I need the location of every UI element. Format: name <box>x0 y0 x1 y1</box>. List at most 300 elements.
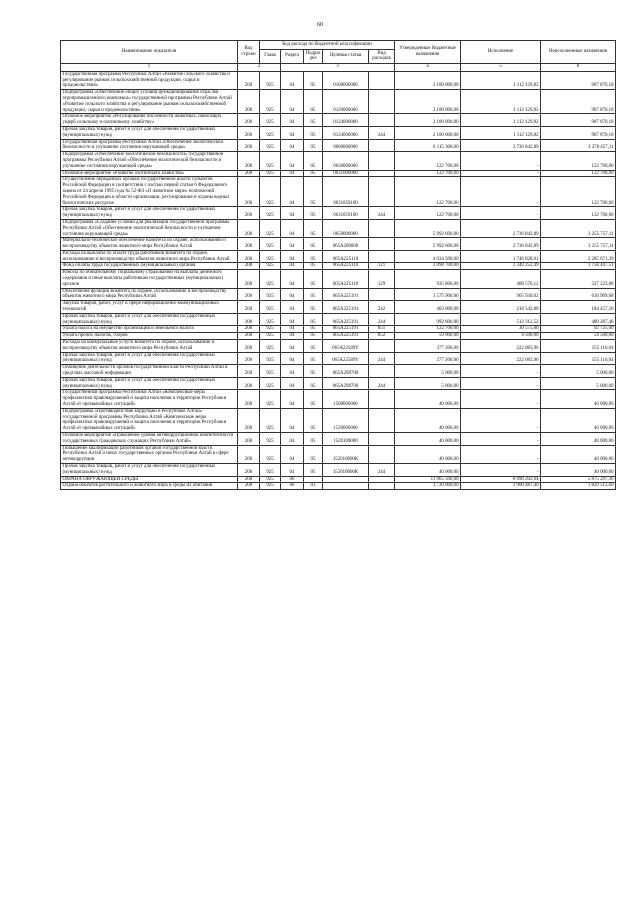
row-podrazdel: 05 <box>304 433 323 446</box>
row-code: 200 <box>238 270 260 288</box>
row-razdel: 04 <box>281 445 304 463</box>
row-vid <box>369 219 395 237</box>
row-glava: 925 <box>260 71 281 89</box>
row-razdel: 04 <box>281 170 304 177</box>
row-approved: 992 600,00 <box>395 313 461 326</box>
row-vid: 129 <box>369 270 395 288</box>
row-podrazdel: 05 <box>304 170 323 177</box>
row-executed: - <box>461 463 541 476</box>
row-vid: 851 <box>369 326 395 333</box>
row-unexecuted: 40 000,00 <box>541 445 616 463</box>
row-vid: 121 <box>369 263 395 270</box>
header-name: Наименование показателя <box>61 41 238 64</box>
row-executed: 965 930,02 <box>461 288 541 301</box>
row-code: 200 <box>238 114 260 127</box>
row-unexecuted: 987 870,18 <box>541 71 616 89</box>
row-razdel: 04 <box>281 433 304 446</box>
row-executed: 1 112 129,82 <box>461 114 541 127</box>
header-razdel: Раздел <box>281 49 304 63</box>
page-number: 60 <box>317 22 323 28</box>
row-name: Расходы на коммунальные услуги Комитета по охране, использованию и воспроизводству объектов животного мира Республики Алтай <box>61 340 238 353</box>
row-vid: 242 <box>369 301 395 314</box>
row-target: 152010000К <box>323 463 369 476</box>
row-name: Государственная программа Республики Алтай «Обеспечение экологической безопасности и улучшение состояния окружающей среды» <box>61 139 238 152</box>
table-row <box>61 263 616 270</box>
table-row <box>61 71 616 89</box>
row-razdel: 04 <box>281 463 304 476</box>
column-number-row <box>61 63 616 71</box>
col-number: 1 <box>61 63 238 71</box>
row-target: 1500000000 <box>323 390 369 408</box>
row-glava: 925 <box>260 445 281 463</box>
row-approved: 122 700,00 <box>395 170 461 177</box>
row-name: Подпрограмма «Обеспечение экологической безопасности» государственной программы Республики Алтай «Обеспечение экологической безопасности и улучшение состояния окружающей среды» <box>61 152 238 170</box>
row-executed: 2 736 842,89 <box>461 139 541 152</box>
row-target: 0124000000 <box>323 114 369 127</box>
row-approved: 11 965 500,00 <box>395 476 461 483</box>
row-code: 200 <box>238 301 260 314</box>
row-name: Освещение деятельности органов государственной власти Республики Алтай в средствах массовой информации <box>61 365 238 378</box>
row-executed: 512 312,52 <box>461 313 541 326</box>
row-vid <box>369 177 395 207</box>
row-name: Осуществление переданных органам государственной власти субъектов Российской Федерации в соответствии с частью первой статьи 6 Федерального закона от 24 апреля 1995 года № 52-ФЗ «О животном мире» полномочий Российской Федерации в области организации, регулирования и охраны водных биологических ресурсов <box>61 177 238 207</box>
row-executed: - <box>461 377 541 390</box>
row-approved: 935 800,00 <box>395 270 461 288</box>
row-unexecuted: 3 378 457,11 <box>541 139 616 152</box>
row-code: 200 <box>238 408 260 432</box>
row-razdel: 04 <box>281 313 304 326</box>
row-code: 200 <box>238 377 260 390</box>
row-podrazdel: 05 <box>304 377 323 390</box>
row-approved: 5 000,00 <box>395 377 461 390</box>
row-podrazdel: 05 <box>304 445 323 463</box>
row-approved: 59 000,00 <box>395 333 461 340</box>
row-razdel: 04 <box>281 114 304 127</box>
row-executed: 408 576,12 <box>461 270 541 288</box>
table-row <box>61 177 616 207</box>
table-row <box>61 139 616 152</box>
row-vid <box>369 408 395 432</box>
table-row <box>61 90 616 114</box>
row-unexecuted: 92 725,00 <box>541 326 616 333</box>
row-approved: 2 100 000,00 <box>395 90 461 114</box>
row-razdel: 04 <box>281 152 304 170</box>
row-code: 200 <box>238 445 260 463</box>
row-code: 200 <box>238 250 260 263</box>
row-name: Основное мероприятие «Повышение уровня антикоррупционной компетентности государственных гражданских служащих Республики Алтай» <box>61 433 238 446</box>
row-code: 200 <box>238 340 260 353</box>
row-target: 065A225110 <box>323 263 369 270</box>
row-unexecuted: 987 870,18 <box>541 90 616 114</box>
header-podrazdel: Подраз дел <box>304 49 323 63</box>
row-vid <box>369 139 395 152</box>
row-razdel: 04 <box>281 390 304 408</box>
row-glava: 925 <box>260 301 281 314</box>
row-podrazdel: 05 <box>304 463 323 476</box>
table-row <box>61 352 616 365</box>
table-row <box>61 170 616 177</box>
row-code: 200 <box>238 139 260 152</box>
row-name: Расходы на выплаты по оплате труда работников Комитета по охране, использованию и воспроизводству объектов животного мира Республики Алтай <box>61 250 238 263</box>
row-name: Прочая закупка товаров, работ и услуг для обеспечения государственных (муниципальных) нужд <box>61 207 238 220</box>
row-unexecuted: 122 700,00 <box>541 177 616 207</box>
row-glava: 925 <box>260 377 281 390</box>
row-executed: - <box>461 408 541 432</box>
row-glava: 925 <box>260 352 281 365</box>
row-name: Прочая закупка товаров, работ и услуг для обеспечения государственных (муниципальных) нужд <box>61 126 238 139</box>
row-glava: 925 <box>260 326 281 333</box>
row-vid <box>369 365 395 378</box>
row-target: 065A225191 <box>323 288 369 301</box>
row-vid <box>369 71 395 89</box>
table-row <box>61 390 616 408</box>
row-podrazdel: 05 <box>304 390 323 408</box>
row-code: 200 <box>238 390 260 408</box>
row-name: Охрана объектов растительного и животного мира и среды их обитания <box>61 483 238 490</box>
row-executed: 2 736 842,89 <box>461 238 541 251</box>
row-executed: - <box>461 177 541 207</box>
row-podrazdel: 05 <box>304 313 323 326</box>
row-code: 200 <box>238 326 260 333</box>
row-name: Фонд оплаты труда государственных (муниципальных) органов <box>61 263 238 270</box>
row-target: 065A225110 <box>323 270 369 288</box>
row-executed: - <box>461 365 541 378</box>
row-executed: 30 575,00 <box>461 326 541 333</box>
row-vid: 244 <box>369 352 395 365</box>
row-target: 1520100000 <box>323 433 369 446</box>
row-podrazdel: 05 <box>304 301 323 314</box>
row-glava: 925 <box>260 333 281 340</box>
row-podrazdel: 05 <box>304 207 323 220</box>
row-executed: 1 746 828,61 <box>461 250 541 263</box>
row-unexecuted: 480 287,48 <box>541 313 616 326</box>
table-row <box>61 365 616 378</box>
row-vid: 852 <box>369 333 395 340</box>
row-unexecuted: 155 116,04 <box>541 340 616 353</box>
row-target: 0124000000 <box>323 126 369 139</box>
row-executed: - <box>461 170 541 177</box>
row-executed: 218 542,80 <box>461 301 541 314</box>
row-podrazdel: 05 <box>304 90 323 114</box>
row-glava: 925 <box>260 483 281 490</box>
row-glava: 925 <box>260 463 281 476</box>
row-name: Прочая закупка товаров, работ и услуг для обеспечения государственных (муниципальных) нужд <box>61 377 238 390</box>
row-target: 065A298700 <box>323 377 369 390</box>
row-podrazdel: 05 <box>304 352 323 365</box>
row-target: 065A225191 <box>323 301 369 314</box>
row-target: 0600000000 <box>323 139 369 152</box>
row-code: 200 <box>238 365 260 378</box>
row-unexecuted: 987 870,18 <box>541 126 616 139</box>
row-unexecuted: 122 700,00 <box>541 170 616 177</box>
table-row <box>61 313 616 326</box>
row-approved: 4 034 500,00 <box>395 250 461 263</box>
row-code: 200 <box>238 288 260 301</box>
row-unexecuted: 155 116,04 <box>541 352 616 365</box>
row-podrazdel: 05 <box>304 71 323 89</box>
row-approved: 40 000,00 <box>395 390 461 408</box>
row-approved: 40 000,00 <box>395 408 461 432</box>
row-approved: 377 200,00 <box>395 340 461 353</box>
row-razdel: 04 <box>281 365 304 378</box>
row-name: Прочая закупка товаров, работ и услуг для обеспечения государственных (муниципальных) нужд <box>61 313 238 326</box>
row-code: 200 <box>238 90 260 114</box>
row-podrazdel: 05 <box>304 288 323 301</box>
row-target: 065A225191 <box>323 313 369 326</box>
table-row <box>61 250 616 263</box>
row-executed: - <box>461 152 541 170</box>
row-name: Обеспечение функций Комитета по охране, использованию и воспроизводству объектов животного мира Республики Алтай <box>61 288 238 301</box>
row-code: 200 <box>238 483 260 490</box>
row-unexecuted: 54 500,00 <box>541 333 616 340</box>
row-razdel: 04 <box>281 352 304 365</box>
row-approved: 6 115 300,00 <box>395 139 461 152</box>
row-razdel: 04 <box>281 288 304 301</box>
table-row <box>61 433 616 446</box>
row-target: 0631000000 <box>323 170 369 177</box>
row-code: 200 <box>238 313 260 326</box>
row-code: 200 <box>238 352 260 365</box>
row-razdel: 04 <box>281 139 304 152</box>
table-row <box>61 463 616 476</box>
row-target: 065A200000 <box>323 238 369 251</box>
header-code: Код строки <box>238 41 260 64</box>
row-vid <box>369 114 395 127</box>
header-glava: Глава <box>260 49 281 63</box>
row-name: Уплата налога на имущество организаций и земельного налога <box>61 326 238 333</box>
row-target: 065A22589Y <box>323 340 369 353</box>
row-podrazdel: 05 <box>304 250 323 263</box>
row-code: 200 <box>238 263 260 270</box>
row-target: 152010000К <box>323 445 369 463</box>
row-executed: - <box>461 207 541 220</box>
row-executed: 2 736 842,89 <box>461 219 541 237</box>
table-row <box>61 408 616 432</box>
row-executed: 222 083,96 <box>461 340 541 353</box>
row-code: 200 <box>238 333 260 340</box>
row-name: Подпрограмма «Создание условий для реализации государственной программы Республики Алтай «Обеспечение экологической безопасности и улучшение состояния окружающей среды» <box>61 219 238 237</box>
row-unexecuted: 1 758 447,51 <box>541 263 616 270</box>
row-podrazdel: 03 <box>304 483 323 490</box>
row-razdel: 04 <box>281 126 304 139</box>
table-row <box>61 445 616 463</box>
row-executed: 1 112 129,82 <box>461 126 541 139</box>
row-podrazdel: 05 <box>304 139 323 152</box>
row-unexecuted: 122 700,00 <box>541 152 616 170</box>
row-razdel: 04 <box>281 90 304 114</box>
row-vid <box>369 390 395 408</box>
row-target: 065A225191 <box>323 333 369 340</box>
row-name: Повышение квалификации работников органов государственной власти Республики Алтай и иных государственных органов Республики Алтай в сфере антикоррупции <box>61 445 238 463</box>
row-vid: 244 <box>369 313 395 326</box>
row-name: ОХРАНА ОКРУЖАЮЩЕЙ СРЕДЫ <box>61 476 238 483</box>
col-number: 2 <box>238 63 281 71</box>
row-executed: 6 090 202,64 <box>461 476 541 483</box>
row-unexecuted: 527 223,88 <box>541 270 616 288</box>
row-razdel: 06 <box>281 476 304 483</box>
row-vid <box>369 170 395 177</box>
header-executed: Исполнение <box>461 41 541 64</box>
col-number: 4 <box>395 63 461 71</box>
row-executed: 1 112 129,82 <box>461 90 541 114</box>
row-unexecuted: 40 000,00 <box>541 463 616 476</box>
row-approved: 5 992 600,00 <box>395 219 461 237</box>
row-vid <box>369 250 395 263</box>
table-row <box>61 326 616 333</box>
row-unexecuted: 987 870,18 <box>541 114 616 127</box>
row-approved: 1 575 900,00 <box>395 288 461 301</box>
row-name: Закупка товаров, работ, услуг в сфере информационно-коммуникационных технологий <box>61 301 238 314</box>
row-name: Прочая закупка товаров, работ и услуг для обеспечения государственных (муниципальных) нужд <box>61 463 238 476</box>
row-vid: 244 <box>369 207 395 220</box>
row-target: 0631059100 <box>323 177 369 207</box>
row-glava: 925 <box>260 270 281 288</box>
row-glava: 925 <box>260 288 281 301</box>
row-approved: 403 000,00 <box>395 301 461 314</box>
table-row <box>61 238 616 251</box>
row-target: 065A225191 <box>323 326 369 333</box>
row-podrazdel: 05 <box>304 263 323 270</box>
table-row <box>61 476 616 483</box>
row-glava: 925 <box>260 114 281 127</box>
row-glava: 925 <box>260 313 281 326</box>
row-unexecuted: 1 829 512,60 <box>541 483 616 490</box>
row-glava: 925 <box>260 390 281 408</box>
row-target: 0630000000 <box>323 152 369 170</box>
row-glava: 925 <box>260 238 281 251</box>
row-vid <box>369 152 395 170</box>
row-glava: 925 <box>260 170 281 177</box>
row-razdel: 04 <box>281 219 304 237</box>
row-vid <box>369 288 395 301</box>
row-approved: 3 098 700,00 <box>395 263 461 270</box>
table-row <box>61 207 616 220</box>
row-unexecuted: 184 457,20 <box>541 301 616 314</box>
row-razdel: 04 <box>281 250 304 263</box>
row-approved: 5 000,00 <box>395 365 461 378</box>
row-approved: 122 700,00 <box>395 326 461 333</box>
row-vid <box>369 476 395 483</box>
row-razdel: 04 <box>281 326 304 333</box>
row-target: 065A22589Y <box>323 352 369 365</box>
row-code: 200 <box>238 207 260 220</box>
row-code: 200 <box>238 219 260 237</box>
row-vid <box>369 340 395 353</box>
row-executed: 1 900 487,40 <box>461 483 541 490</box>
row-razdel: 04 <box>281 377 304 390</box>
row-target: 0631059100 <box>323 207 369 220</box>
col-number: 5 <box>461 63 541 71</box>
row-name: Взносы по обязательному социальному страхованию на выплаты денежного содержания и иные выплаты работникам государственных (муниципальных) органов <box>61 270 238 288</box>
row-vid: 244 <box>369 463 395 476</box>
row-approved: 122 700,00 <box>395 152 461 170</box>
row-podrazdel <box>304 476 323 483</box>
row-executed: 1 340 252,49 <box>461 263 541 270</box>
row-unexecuted: 610 969,68 <box>541 288 616 301</box>
row-code: 200 <box>238 433 260 446</box>
header-approved: Утвержденные бюджетные назначения <box>395 41 461 64</box>
row-code: 200 <box>238 71 260 89</box>
row-podrazdel: 05 <box>304 177 323 207</box>
header-unexecuted: Неисполненные назначения <box>541 41 616 64</box>
table-row <box>61 340 616 353</box>
row-approved: 2 100 000,00 <box>395 71 461 89</box>
row-razdel: 04 <box>281 340 304 353</box>
table-row <box>61 152 616 170</box>
row-target: 1520000000 <box>323 408 369 432</box>
row-target: 065A225110 <box>323 250 369 263</box>
row-podrazdel: 05 <box>304 365 323 378</box>
row-glava: 925 <box>260 126 281 139</box>
row-target: 0650000000 <box>323 219 369 237</box>
row-approved: 3 730 000,00 <box>395 483 461 490</box>
row-podrazdel: 05 <box>304 152 323 170</box>
row-approved: 122 700,00 <box>395 177 461 207</box>
row-executed: - <box>461 390 541 408</box>
row-name: Государственная программа Республики Алтай «Комплексные меры профилактики правонарушений и защита населения и территории Республики Алтай от чрезвычайных ситуаций» <box>61 390 238 408</box>
row-razdel: 04 <box>281 71 304 89</box>
row-glava: 925 <box>260 219 281 237</box>
table-row <box>61 301 616 314</box>
row-glava: 925 <box>260 365 281 378</box>
row-glava: 925 <box>260 207 281 220</box>
row-approved: 40 000,00 <box>395 445 461 463</box>
row-glava: 925 <box>260 139 281 152</box>
row-approved: 5 992 600,00 <box>395 238 461 251</box>
table-row <box>61 377 616 390</box>
row-target <box>323 476 369 483</box>
row-podrazdel: 05 <box>304 326 323 333</box>
row-glava: 925 <box>260 433 281 446</box>
row-target <box>323 483 369 490</box>
row-glava: 925 <box>260 408 281 432</box>
row-podrazdel: 05 <box>304 340 323 353</box>
row-unexecuted: 40 000,00 <box>541 408 616 432</box>
row-code: 200 <box>238 476 260 483</box>
row-name: Основное мероприятие «Развитие охотничьего хозяйства» <box>61 170 238 177</box>
row-podrazdel: 05 <box>304 126 323 139</box>
row-glava: 925 <box>260 177 281 207</box>
header-vid: Вид расходов <box>369 49 395 63</box>
row-unexecuted: 2 285 671,39 <box>541 250 616 263</box>
row-code: 200 <box>238 152 260 170</box>
row-podrazdel: 05 <box>304 270 323 288</box>
row-executed: 4 500,00 <box>461 333 541 340</box>
table-row <box>61 288 616 301</box>
row-vid <box>369 483 395 490</box>
row-name: Прочая закупка товаров, работ и услуг для обеспечения государственных (муниципальных) нужд <box>61 352 238 365</box>
row-name: Подпрограмма «Противодействие коррупции в Республике Алтай» государственной программы Республики Алтай «Комплексные меры профилактики правонарушений и защита населения и территории Республики Алтай от чрезвычайных ситуаций» <box>61 408 238 432</box>
table-row <box>61 333 616 340</box>
row-razdel: 04 <box>281 263 304 270</box>
row-name: Материально-техническое обеспечение Комитета по охране, использованию и воспроизводству объектов животного мира Республики Алтай <box>61 238 238 251</box>
row-executed: - <box>461 433 541 446</box>
table-row <box>61 483 616 490</box>
row-vid <box>369 90 395 114</box>
row-podrazdel: 05 <box>304 219 323 237</box>
row-approved: 2 100 000,00 <box>395 126 461 139</box>
row-unexecuted: 40 000,00 <box>541 390 616 408</box>
row-glava: 925 <box>260 152 281 170</box>
row-razdel: 04 <box>281 270 304 288</box>
col-number: 3 <box>281 63 395 71</box>
row-approved: 122 700,00 <box>395 207 461 220</box>
row-vid <box>369 238 395 251</box>
row-unexecuted: 5 000,00 <box>541 377 616 390</box>
row-glava: 925 <box>260 263 281 270</box>
row-razdel: 04 <box>281 177 304 207</box>
row-podrazdel: 05 <box>304 114 323 127</box>
